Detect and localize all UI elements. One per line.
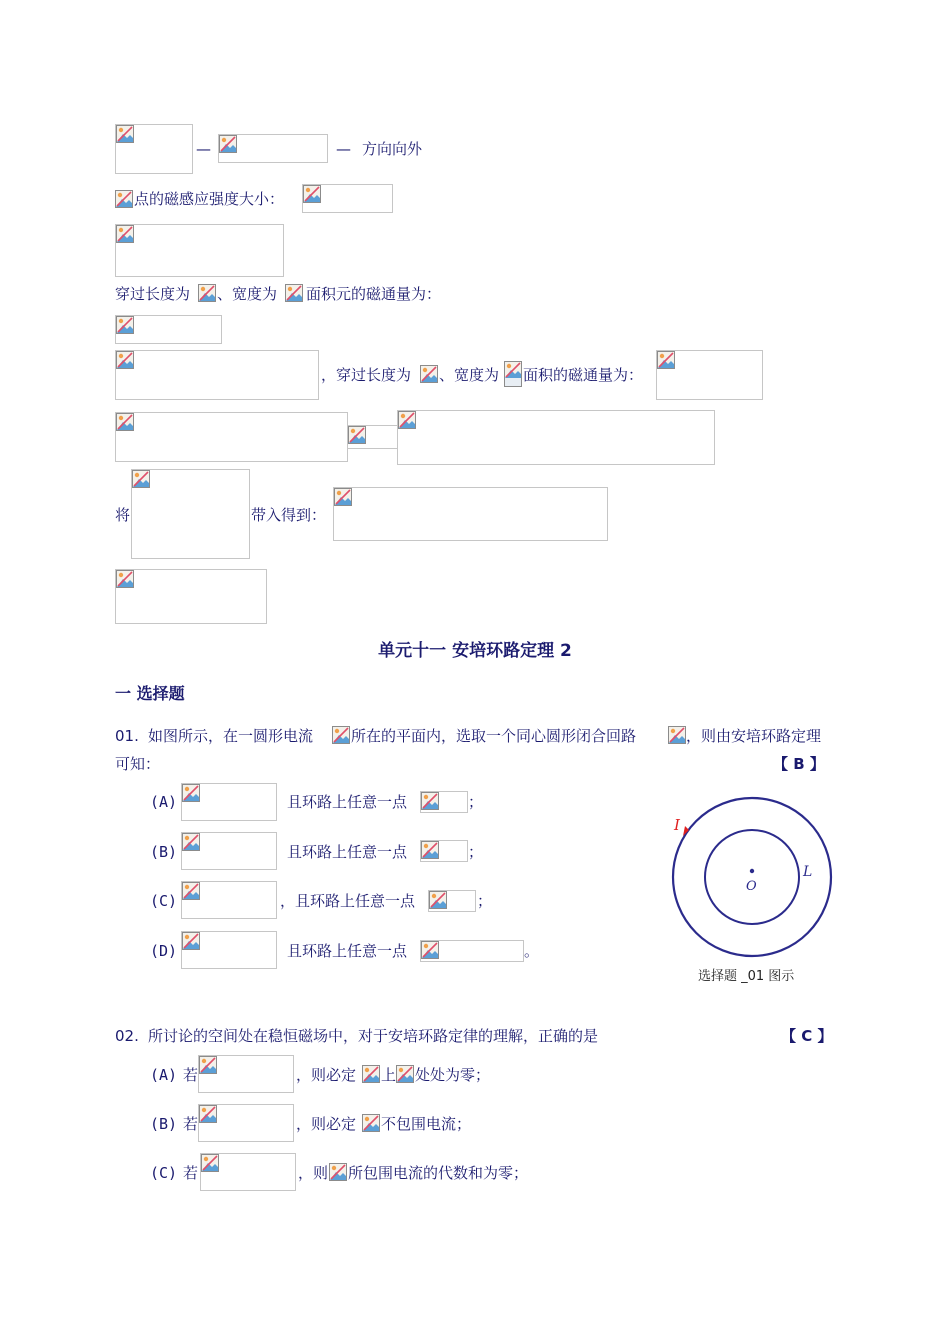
- broken-image-icon: [285, 284, 303, 302]
- broken-image-icon: [182, 833, 200, 851]
- flux-total-text: ，穿过长度为: [321, 366, 412, 384]
- formula-image-9: [347, 425, 399, 449]
- formula-image-4: [115, 224, 284, 277]
- q2-option-text: 所包围电流的代数和为零；: [348, 1164, 529, 1182]
- q2-option-label: (A): [150, 1066, 178, 1084]
- formula-image-3: [302, 184, 393, 213]
- point-b-label: 点的磁感应强度大小：: [134, 190, 285, 208]
- broken-image-icon: [199, 1056, 217, 1074]
- broken-image-icon: [429, 891, 447, 909]
- broken-image-icon: [421, 792, 439, 810]
- broken-image-icon: [116, 125, 134, 143]
- q1-option-end: ；: [468, 843, 484, 861]
- inner-loop-circle: [705, 830, 799, 924]
- formula-image-q1c-2: [428, 890, 476, 912]
- q2-number: 02.: [115, 1027, 139, 1045]
- formula-image-q1b-2: [420, 840, 468, 862]
- q1-option-end: ；: [468, 793, 484, 811]
- flux-element-text: 面积元的磁通量为：: [306, 285, 442, 303]
- direction-text: 方向向外: [362, 140, 423, 158]
- q1-option-label: (C): [150, 892, 178, 910]
- q1-stem: 如图所示，在一圆形电流: [148, 727, 314, 745]
- formula-image-q1d: [181, 931, 277, 969]
- broken-image-icon: [420, 365, 438, 383]
- broken-image-icon: [116, 225, 134, 243]
- q1-answer: 【 B 】: [773, 755, 825, 773]
- formula-image-12: [333, 487, 608, 541]
- q2-answer: 【 C 】: [781, 1027, 833, 1045]
- broken-image-icon: [182, 932, 200, 950]
- q2-option-text: 上: [381, 1066, 397, 1084]
- formula-image-q1a: [181, 783, 277, 821]
- q2-option-text: ，则必定: [296, 1115, 357, 1133]
- q2-option-text: 若: [183, 1115, 199, 1133]
- center-dot: [750, 869, 754, 873]
- concentric-circles-figure: [660, 780, 850, 970]
- q2-option-text: 不包围电流；: [381, 1115, 472, 1133]
- broken-image-icon: [132, 470, 150, 488]
- formula-image-10: [397, 410, 715, 465]
- broken-image-icon: [219, 135, 237, 153]
- q1-option-text: 且环路上任意一点: [287, 793, 408, 811]
- formula-image-q1a-2: [420, 791, 468, 813]
- center-label: O: [746, 879, 757, 894]
- q2-option-label: (C): [150, 1164, 178, 1182]
- formula-image-13: [115, 569, 267, 624]
- substitute-text: 带入得到：: [251, 506, 327, 524]
- q2-option-text: ，则必定: [296, 1066, 357, 1084]
- formula-image-11: [131, 469, 250, 559]
- formula-image-2: [218, 134, 328, 163]
- formula-image-7: [656, 350, 763, 400]
- q1-option-text: ，且环路上任意一点: [280, 892, 416, 910]
- broken-image-icon: [199, 1105, 217, 1123]
- broken-image-icon: [115, 190, 133, 208]
- q2-option-text: 若: [183, 1164, 199, 1182]
- dash-text: —: [196, 140, 211, 158]
- broken-image-icon: [329, 1163, 347, 1181]
- broken-image-icon: [182, 882, 200, 900]
- broken-image-icon: [421, 941, 439, 959]
- formula-image-q2c: [200, 1153, 296, 1191]
- broken-image-icon: [504, 361, 522, 387]
- broken-image-icon: [116, 351, 134, 369]
- formula-image-5: [115, 315, 222, 344]
- broken-image-icon: [657, 351, 675, 369]
- broken-image-icon: [396, 1065, 414, 1083]
- flux-element-text: 穿过长度为: [115, 285, 191, 303]
- q1-option-text: 且环路上任意一点: [287, 843, 408, 861]
- broken-image-icon: [348, 426, 366, 444]
- dash-text: —: [336, 140, 351, 158]
- q1-option-text: 且环路上任意一点: [287, 942, 408, 960]
- formula-image-q1c: [181, 881, 277, 919]
- formula-image-q2b: [198, 1104, 294, 1142]
- broken-image-icon: [198, 284, 216, 302]
- q1-option-label: (D): [150, 942, 178, 960]
- q2-option-text: ，则: [298, 1164, 329, 1182]
- section-title: 单元十一 安培环路定理 2: [378, 641, 572, 661]
- flux-total-text: 、宽度为: [439, 366, 500, 384]
- formula-image-q2a: [198, 1055, 294, 1093]
- q2-option-text: 若: [183, 1066, 199, 1084]
- broken-image-icon: [398, 411, 416, 429]
- broken-image-icon: [332, 726, 350, 744]
- broken-image-icon: [421, 841, 439, 859]
- broken-image-icon: [362, 1114, 380, 1132]
- q1-option-label: (A): [150, 793, 178, 811]
- broken-image-icon: [334, 488, 352, 506]
- broken-image-icon: [303, 185, 321, 203]
- formula-image-1: [115, 124, 193, 174]
- q2-stem: 所讨论的空间处在稳恒磁场中，对于安培环路定律的理解，正确的是: [148, 1027, 599, 1045]
- flux-total-text: 面积的磁通量为：: [523, 366, 644, 384]
- q1-option-label: (B): [150, 843, 178, 861]
- broken-image-icon: [116, 570, 134, 588]
- figure-caption: 选择题 _01 图示: [698, 969, 795, 984]
- q1-option-end: 。: [524, 942, 540, 960]
- formula-image-6: [115, 350, 319, 400]
- formula-image-8: [115, 412, 348, 462]
- current-label: I: [674, 816, 680, 834]
- q2-option-label: (B): [150, 1115, 178, 1133]
- q1-stem: 所在的平面内，选取一个同心圆形闭合回路: [351, 727, 637, 745]
- q1-stem: 可知：: [115, 755, 161, 773]
- q1-stem: ，则由安培环路定理: [686, 727, 822, 745]
- broken-image-icon: [116, 316, 134, 334]
- broken-image-icon: [116, 413, 134, 431]
- broken-image-icon: [362, 1065, 380, 1083]
- broken-image-icon: [201, 1154, 219, 1172]
- formula-image-q1d-2: [420, 940, 524, 962]
- broken-image-icon: [668, 726, 686, 744]
- flux-element-text: 、宽度为: [217, 285, 278, 303]
- section-heading: 一 选择题: [115, 684, 185, 703]
- loop-label: L: [803, 864, 813, 880]
- q1-option-end: ；: [477, 892, 493, 910]
- broken-image-icon: [182, 784, 200, 802]
- q1-number: 01.: [115, 727, 139, 745]
- substitute-text: 将: [115, 506, 131, 524]
- q2-option-text: 处处为零；: [415, 1066, 491, 1084]
- formula-image-q1b: [181, 832, 277, 870]
